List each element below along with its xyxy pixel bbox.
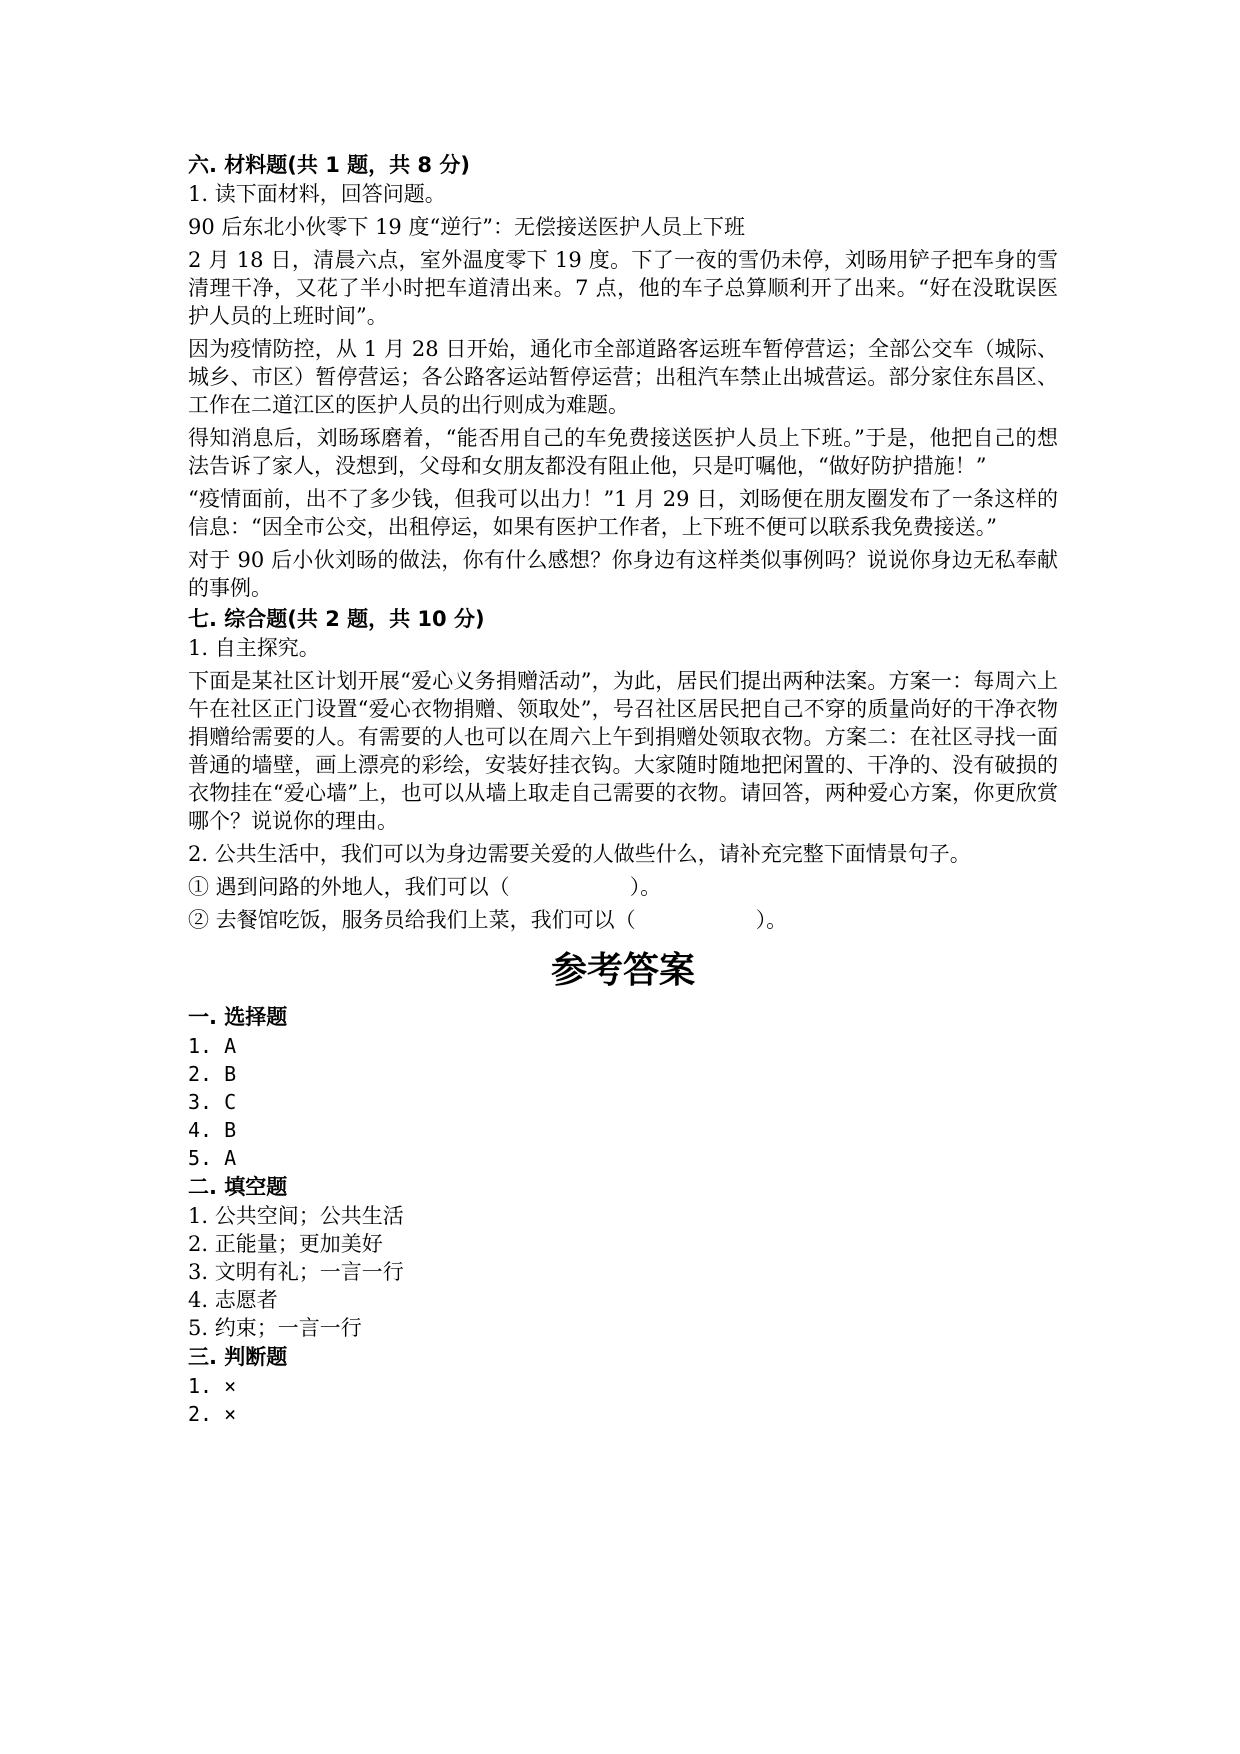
- material-paragraph: 得知消息后，刘旸琢磨着，“能否用自己的车免费接送医护人员上下班。”于是，他把自己的想法告诉了家人，没想到，父母和女朋友都没有阻止他，只是叮嘱他，“做好防护措施！”: [188, 426, 1058, 478]
- answer-item: 1. 公共空间；公共生活: [188, 1204, 404, 1228]
- answer-item: 1. ×: [188, 1374, 237, 1398]
- section-6-title: 六. 材料题(共 1 题，共 8 分): [188, 153, 470, 177]
- answer-item: 2. B: [188, 1062, 237, 1086]
- answer-item: 4. B: [188, 1118, 237, 1142]
- material-paragraph: 因为疫情防控，从 1 月 28 日开始，通化市全部道路客运班车暂停营运；全部公交车（城际、城乡、市区）暂停营运；各公路客运站暂停运营；出租汽车禁止出城营运。部分家住东昌区、工作在二道江区的医护人员的出行则成为难题。: [188, 337, 1058, 417]
- sec7-q1-body: 下面是某社区计划开展“爱心义务捐赠活动”，为此，居民们提出两种法案。方案一：每周六上午在社区正门设置“爱心衣物捐赠、领取处”，号召社区居民把自己不穿的质量尚好的干净衣物捐赠给需要的人。有需要的人也可以在周六上午到捐赠处领取衣物。方案二：在社区寻找一面普通的墙壁，画上漂亮的彩绘，安装好挂衣钩。大家随时随地把闲置的、干净的、没有破损的衣物挂在“爱心墙”上，也可以从墙上取走自己需要的衣物。请回答，两种爱心方案，你更欣赏哪个？说说你的理由。: [188, 669, 1058, 833]
- sec7-q2-item-2: [188, 906, 1058, 934]
- item-2-prefix: ② 去餐馆吃饭，服务员给我们上菜，我们可以（: [188, 908, 636, 932]
- material-paragraph: 2 月 18 日，清晨六点，室外温度零下 19 度。下了一夜的雪仍未停，刘旸用铲子把车身的雪清理干净，又花了半小时把车道清出来。7 点，他的车子总算顺利开了出来。“好在没耽误医护人员的上班时间”。: [188, 248, 1058, 328]
- answer-item: 2. ×: [188, 1402, 237, 1426]
- item-1-suffix: ）。: [629, 875, 662, 899]
- material-question: 对于 90 后小伙刘旸的做法，你有什么感想？你身边有这样类似事例吗？说说你身边无私奉献的事例。: [188, 548, 1058, 600]
- sec6-q1-title: 1. 读下面材料，回答问题。: [188, 182, 446, 206]
- item-2-suffix: ）。: [755, 908, 788, 932]
- answers-section-1-title: 一. 选择题: [188, 1005, 288, 1029]
- material-paragraph: “疫情面前，出不了多少钱，但我可以出力！”1 月 29 日，刘旸便在朋友圈发布了一条这样的信息：“因全市公交，出租停运，如果有医护工作者，上下班不便可以联系我免费接送。”: [188, 487, 1058, 539]
- answer-item: 2. 正能量；更加美好: [188, 1232, 383, 1256]
- section-7-title: 七. 综合题(共 2 题，共 10 分): [188, 607, 485, 631]
- answer-item: 5. 约束；一言一行: [188, 1316, 362, 1340]
- material-headline: 90 后东北小伙零下 19 度“逆行”：无偿接送医护人员上下班: [188, 215, 745, 239]
- sec7-q2-item-1: [188, 873, 1058, 901]
- answer-item: 5. A: [188, 1146, 237, 1170]
- answers-section-2-title: 二. 填空题: [188, 1175, 288, 1199]
- answer-item: 3. C: [188, 1090, 237, 1114]
- answer-item: 4. 志愿者: [188, 1288, 278, 1312]
- answers-section-3-title: 三. 判断题: [188, 1345, 288, 1369]
- answers-title: 参考答案: [550, 950, 695, 991]
- sec7-q2-title: 2. 公共生活中，我们可以为身边需要关爱的人做些什么，请补充完整下面情景句子。: [188, 842, 971, 866]
- sec7-q1-title: 1. 自主探究。: [188, 636, 320, 660]
- document-page: [188, 150, 1058, 1428]
- answer-item: 1. A: [188, 1034, 237, 1058]
- answer-item: 3. 文明有礼；一言一行: [188, 1260, 404, 1284]
- item-1-prefix: ① 遇到问路的外地人，我们可以（: [188, 875, 510, 899]
